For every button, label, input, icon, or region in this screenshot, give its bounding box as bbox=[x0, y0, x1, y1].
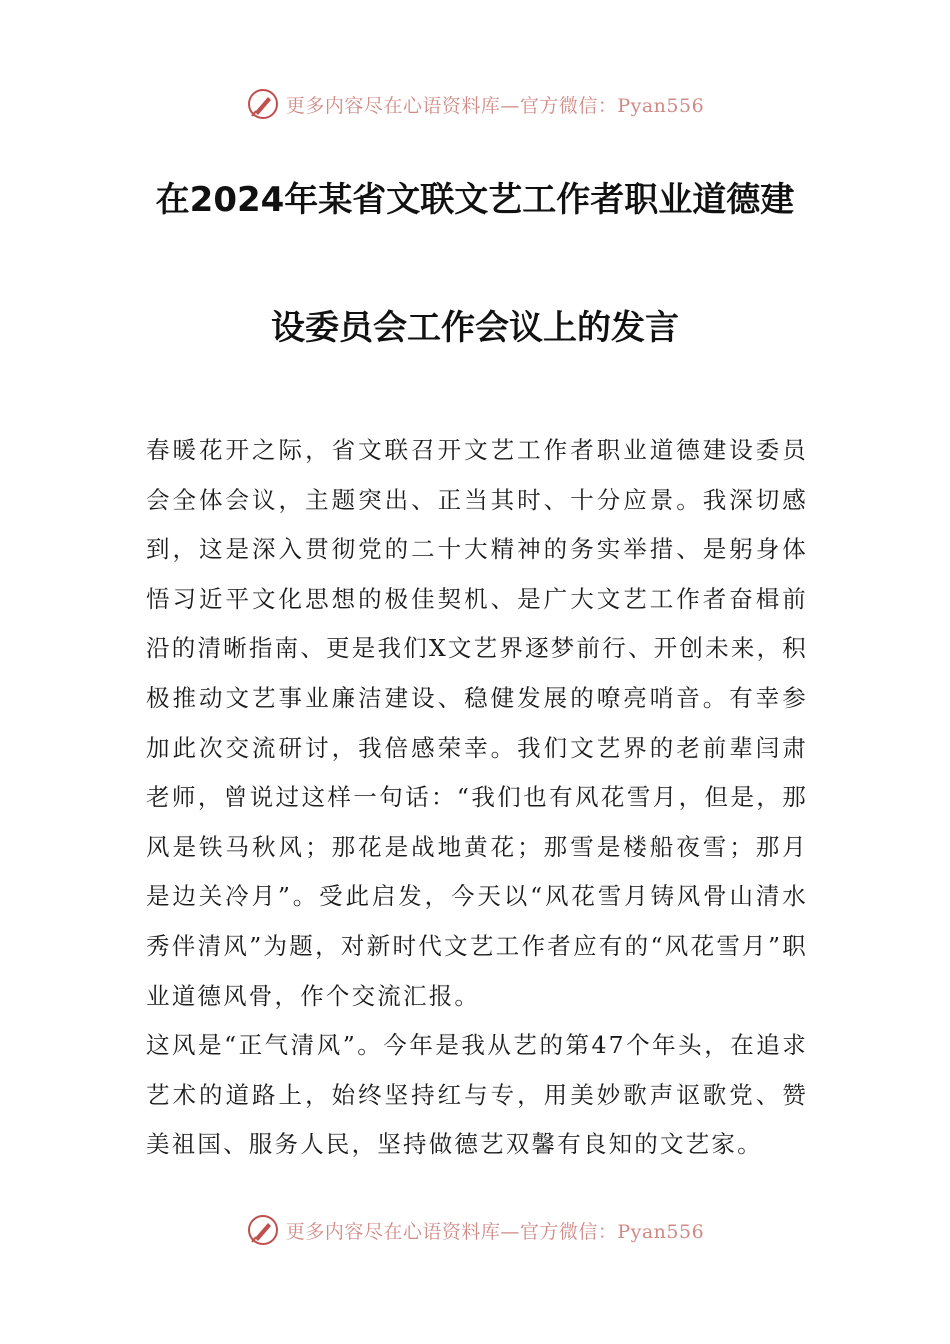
pen-logo-icon bbox=[246, 1213, 280, 1247]
pen-logo-icon bbox=[246, 87, 280, 121]
header-watermark bbox=[0, 84, 950, 124]
paragraph-2: 这风是“正气清风”。今年是我从艺的第47个年头，在追求艺术的道路上，始终坚持红与专，用美妙歌声讴歌党、赞美祖国、服务人民，坚持做德艺双馨有良知的文艺家。 bbox=[146, 1031, 808, 1159]
document-body bbox=[146, 426, 808, 1170]
footer-watermark bbox=[0, 1210, 950, 1250]
document-title-line-2: 设委员会工作会议上的发言 bbox=[271, 308, 679, 348]
document-title-line-1: 在2024年某省文联文艺工作者职业道德建 bbox=[155, 180, 795, 220]
watermark-text: 更多内容尽在心语资料库—官方微信：Pyan556 bbox=[285, 1220, 705, 1243]
paragraph-1: 春暖花开之际，省文联召开文艺工作者职业道德建设委员会全体会议，主题突出、正当其时、十分应景。我深切感到，这是深入贯彻党的二十大精神的务实举措、是躬身体悟习近平文化思想的极佳契机、是广大文艺工作者奋楫前沿的清晰指南、更是我们X文艺界逐梦前行、开创未来，积极推动文艺事业廉洁建设、稳健发展的嘹亮哨音。有幸参加此次交流研讨，我倍感荣幸。我们文艺界的老前辈闫肃老师，曾说过这样一句话：“我们也有风花雪月，但是，那风是铁马秋风；那花是战地黄花；那雪是楼船夜雪；那月是边关冷月”。受此启发，今天以“风花雪月铸风骨山清水秀伴清风”为题，对新时代文艺工作者应有的“风花雪月”职业道德风骨，作个交流汇报。 bbox=[146, 436, 808, 1010]
watermark-text: 更多内容尽在心语资料库—官方微信：Pyan556 bbox=[285, 94, 705, 117]
